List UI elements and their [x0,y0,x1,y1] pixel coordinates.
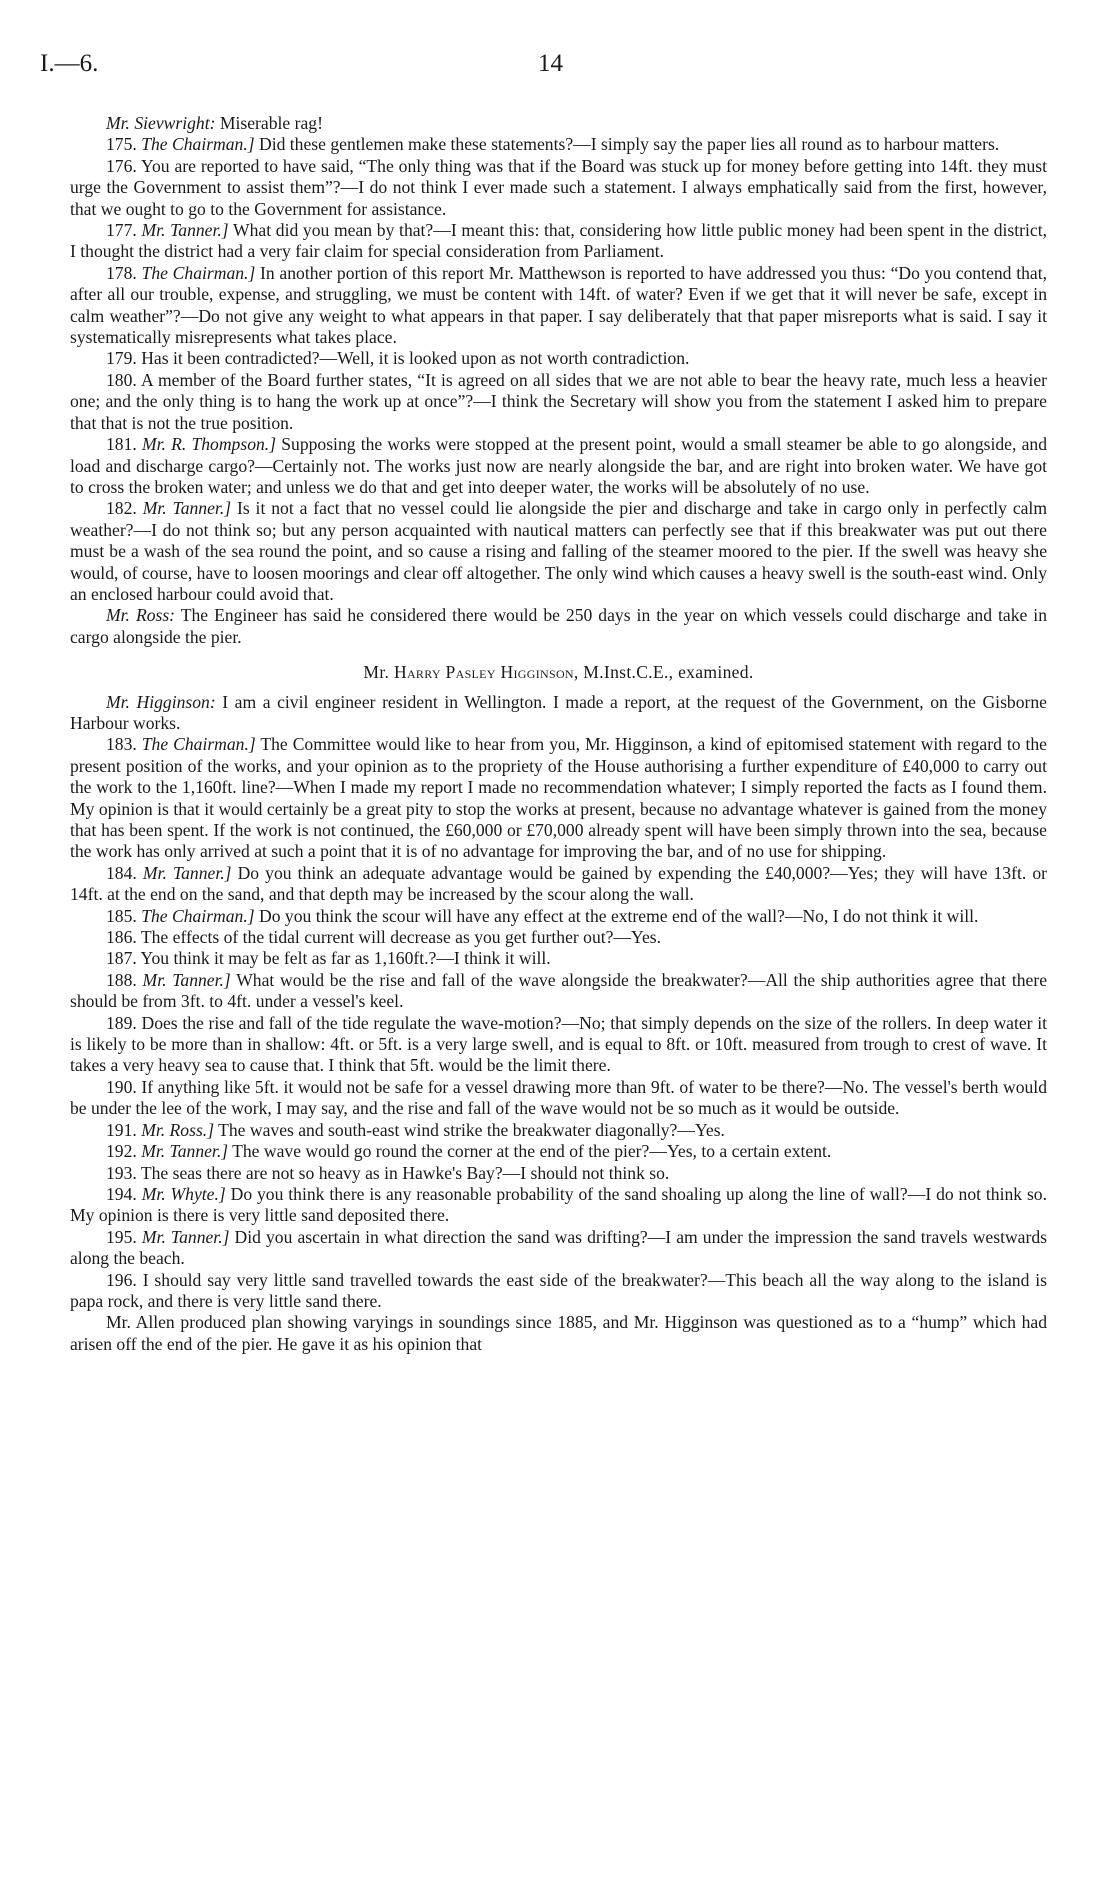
paragraph [70,605,1047,648]
paragraph [70,156,1047,220]
paragraph-text: Do you think an adequate advantage would be gained by expending the £40,000?—Yes; they will have 13ft. or 14ft. at the end on the sand, and that depth may be increased by the scour along the wall. [70,862,1047,905]
paragraph-text: Did you ascertain in what direction the sand was drifting?—I am under the impression the sand travels westwards along the beach. [70,1226,1047,1269]
paragraph-text: Has it been contradicted?—Well, it is looked upon as not worth contradiction. [141,348,690,369]
document-id: I.—6. [40,50,99,77]
paragraph [70,134,1047,155]
paragraph [70,220,1047,263]
question-number: 178. [106,262,137,283]
question-number: 177. [106,220,137,241]
speaker-name: Mr. Sievwright: [106,113,216,133]
paragraph-text: Miserable rag! [215,113,323,133]
paragraph [70,970,1047,1013]
speaker-name: Mr. Tanner.] [142,969,231,990]
paragraph [70,434,1047,498]
speaker-name: Mr. Tanner.] [141,1226,230,1247]
paragraph-text: What would be the rise and fall of the wave alongside the breakwater?—All the ship authorities agree that there should be from 3ft. to 4ft. under a vessel's keel. [70,969,1048,1012]
question-number: 184. [106,862,137,883]
question-number: 183. [106,734,137,755]
paragraph-text: The Engineer has said he considered there would be 250 days in the year on which vessels could discharge and take in cargo alongside the pier. [70,605,1047,647]
paragraph-text: The effects of the tidal current will decrease as you get further out?—Yes. [140,927,662,948]
paragraph-text: A member of the Board further states, “It is agreed on all sides that we are not able to bear the heavy rate, much less a heavier one; and the only thing is to hang the work up at once”?—I think the Secretary will show you from the statement I asked him to prepare that that is not the true position. [70,369,1047,433]
paragraph-text: In another portion of this report Mr. Matthewson is reported to have addressed you thus: “Do you contend that, after all our trouble, expense, and struggling, we must be content with 14ft. of water? Even if we get that it will never be safe, except in calm weather”?—Do not give any weight to what appears in that paper. I say deliberately that that paper misreports what is said. I say it systematically misrepresents what takes place. [70,262,1047,348]
paragraph-text: I should say very little sand travelled towards the east side of the breakwater?—This beach all the way along to the island is papa rock, and there is very little sand there. [70,1269,1047,1311]
paragraph [70,1184,1047,1227]
question-number: 196. [106,1269,137,1290]
question-number: 191. [106,1119,137,1140]
question-number: 179. [106,348,137,369]
paragraph [70,1013,1047,1077]
speaker-name: Mr. Ross: [106,605,176,626]
paragraph-text: I am a civil engineer resident in Wellington. I made a report, at the request of the Government, on the Gisborne Harbour works. [70,691,1047,733]
paragraph-text: Does the rise and fall of the tide regulate the wave-motion?—No; that simply depends on the size of the rollers. In deep water it is likely to be more than in shallow: 4ft. or 5ft. is a very large swell, and is equal to 8ft. or 10ft. measured from trough to crest of wave. It takes a very heavy sea to cause that. I think that 5ft. would be the limit there. [70,1012,1047,1076]
paragraph-text: You think it may be felt as far as 1,160ft.?—I think it will. [140,948,551,969]
paragraph [70,734,1047,862]
speaker-name: Mr. Tanner.] [142,498,232,519]
witness-heading [70,662,1047,683]
speaker-name: Mr. Tanner.] [141,1141,229,1162]
question-number: 182. [106,498,137,519]
question-number: 188. [106,969,137,990]
paragraph [70,1163,1047,1184]
question-number: 176. [106,155,137,176]
paragraph [70,1270,1047,1313]
paragraph-text: Mr. Allen produced plan showing varyings in soundings since 1885, and Mr. Higginson was questioned as to a “hump” which had arisen off the end of the pier. He gave it as his opinion that [70,1312,1047,1354]
paragraph-text: Did these gentlemen make these statements?—I simply say the paper lies all round as to harbour matters. [254,134,1000,155]
paragraph [70,113,1047,134]
paragraph [70,692,1047,735]
paragraph [70,1120,1047,1141]
question-number: 186. [106,927,137,948]
paragraph [70,1227,1047,1270]
question-number: 193. [106,1162,137,1183]
question-number: 181. [106,434,137,455]
witness-name: Harry Pasley Higginson [393,662,574,683]
question-number: 194. [106,1183,137,1204]
paragraph [70,1141,1047,1162]
paragraph-text: Do you think there is any reasonable probability of the sand shoaling up along the line of wall?—I do not think so. My opinion is there is very little sand deposited there. [70,1183,1047,1226]
paragraph-text: The wave would go round the corner at the end of the pier?—Yes, to a certain extent. [228,1141,832,1162]
paragraph [70,498,1047,605]
question-number: 195. [106,1226,137,1247]
document-body [70,113,1047,1355]
paragraph-text: Do you think the scour will have any effect at the extreme end of the wall?—No, I do not think it will. [254,905,979,926]
paragraph [70,348,1047,369]
paragraph-text: The seas there are not so heavy as in Hawke's Bay?—I should not think so. [140,1162,670,1183]
testimony-section-1 [70,113,1047,648]
speaker-name: Mr. Tanner.] [142,862,232,883]
speaker-name: The Chairman.] [141,905,255,926]
speaker-name: Mr. Whyte.] [141,1183,226,1204]
paragraph-text: You are reported to have said, “The only thing was that if the Board was stuck up for money before getting into 14ft. they must urge the Government to assist them”?—I do not think I ever made such a statement. I always emphatically said from the first, however, that we ought to go to the Government for assistance. [70,155,1047,219]
question-number: 187. [106,948,137,969]
paragraph-text: What did you mean by that?—I meant this: that, considering how little public money had been spent in the district, I thought the district had a very fair claim for special consideration from Parliament. [70,220,1047,262]
paragraph [70,1312,1047,1355]
paragraph [70,370,1047,434]
paragraph-text: The waves and south-east wind strike the breakwater diagonally?—Yes. [214,1119,725,1140]
paragraph-text: Supposing the works were stopped at the present point, would a small steamer be able to go alongside, and load and discharge cargo?—Certainly not. The works just now are nearly alongside the bar, and are right into broken water. We have got to cross the broken water; and unless we do that and get into deeper water, the works will be absolutely of no use. [70,434,1047,497]
paragraph [70,948,1047,969]
page-header [40,50,1044,90]
witness-heading-prefix: Mr. [363,662,394,683]
page-number: 14 [538,50,563,77]
paragraph [70,906,1047,927]
speaker-name: Mr. R. Thompson.] [142,434,277,455]
question-number: 175. [106,134,137,155]
paragraph [70,1077,1047,1120]
speaker-name: Mr. Tanner.] [141,220,229,241]
paragraph [70,263,1047,349]
paragraph [70,863,1047,906]
paragraph-text: Is it not a fact that no vessel could lie alongside the pier and discharge and take in cargo only in perfectly calm weather?—I do not think so; but any person acquainted with nautical matters can perfectly see that if this breakwater was put out there must be a wash of the sea round the point, and so cause a rising and falling of the steamer moored to the pier. If the swell was heavy she would, of course, have to loosen moorings and clear off altogether. The only wind which causes a heavy swell is the south-east wind. Only an enclosed harbour could avoid that. [70,498,1048,604]
paragraph-text: If anything like 5ft. it would not be safe for a vessel drawing more than 9ft. of water to be there?—No. The vessel's berth would be under the lee of the work, I may say, and the rise and fall of the wave would not be so much as it would be outside. [70,1076,1047,1119]
speaker-name: The Chairman.] [141,134,255,155]
paragraph-text: The Committee would like to hear from you, Mr. Higginson, a kind of epitomised statement with regard to the present position of the works, and your opinion as to the propriety of the House authorising a further expenditure of £40,000 to carry out the work to the 1,160ft. line?—When I made my report I made no recommendation whatever; I simply reported the facts as I found them. My opinion is that it would certainly be a great pity to stop the works at present, because no advantage whatever is gained from the money that has been spent. If the work is not continued, the £60,000 or £70,000 already spent will have been simply thrown into the sea, because the work has only arrived at such a point that it is of no advantage for improving the bar, and of no use for shipping. [70,734,1047,862]
question-number: 192. [106,1141,137,1162]
witness-heading-suffix: , M.Inst.C.E., examined. [573,662,754,683]
question-number: 189. [106,1012,137,1033]
question-number: 180. [106,369,137,390]
speaker-name: Mr. Higginson: [106,691,216,712]
paragraph [70,927,1047,948]
speaker-name: The Chairman.] [141,734,256,755]
speaker-name: Mr. Ross.] [141,1119,215,1140]
question-number: 185. [106,905,137,926]
speaker-name: The Chairman.] [141,262,256,283]
testimony-section-2 [70,692,1047,1356]
question-number: 190. [106,1076,137,1097]
